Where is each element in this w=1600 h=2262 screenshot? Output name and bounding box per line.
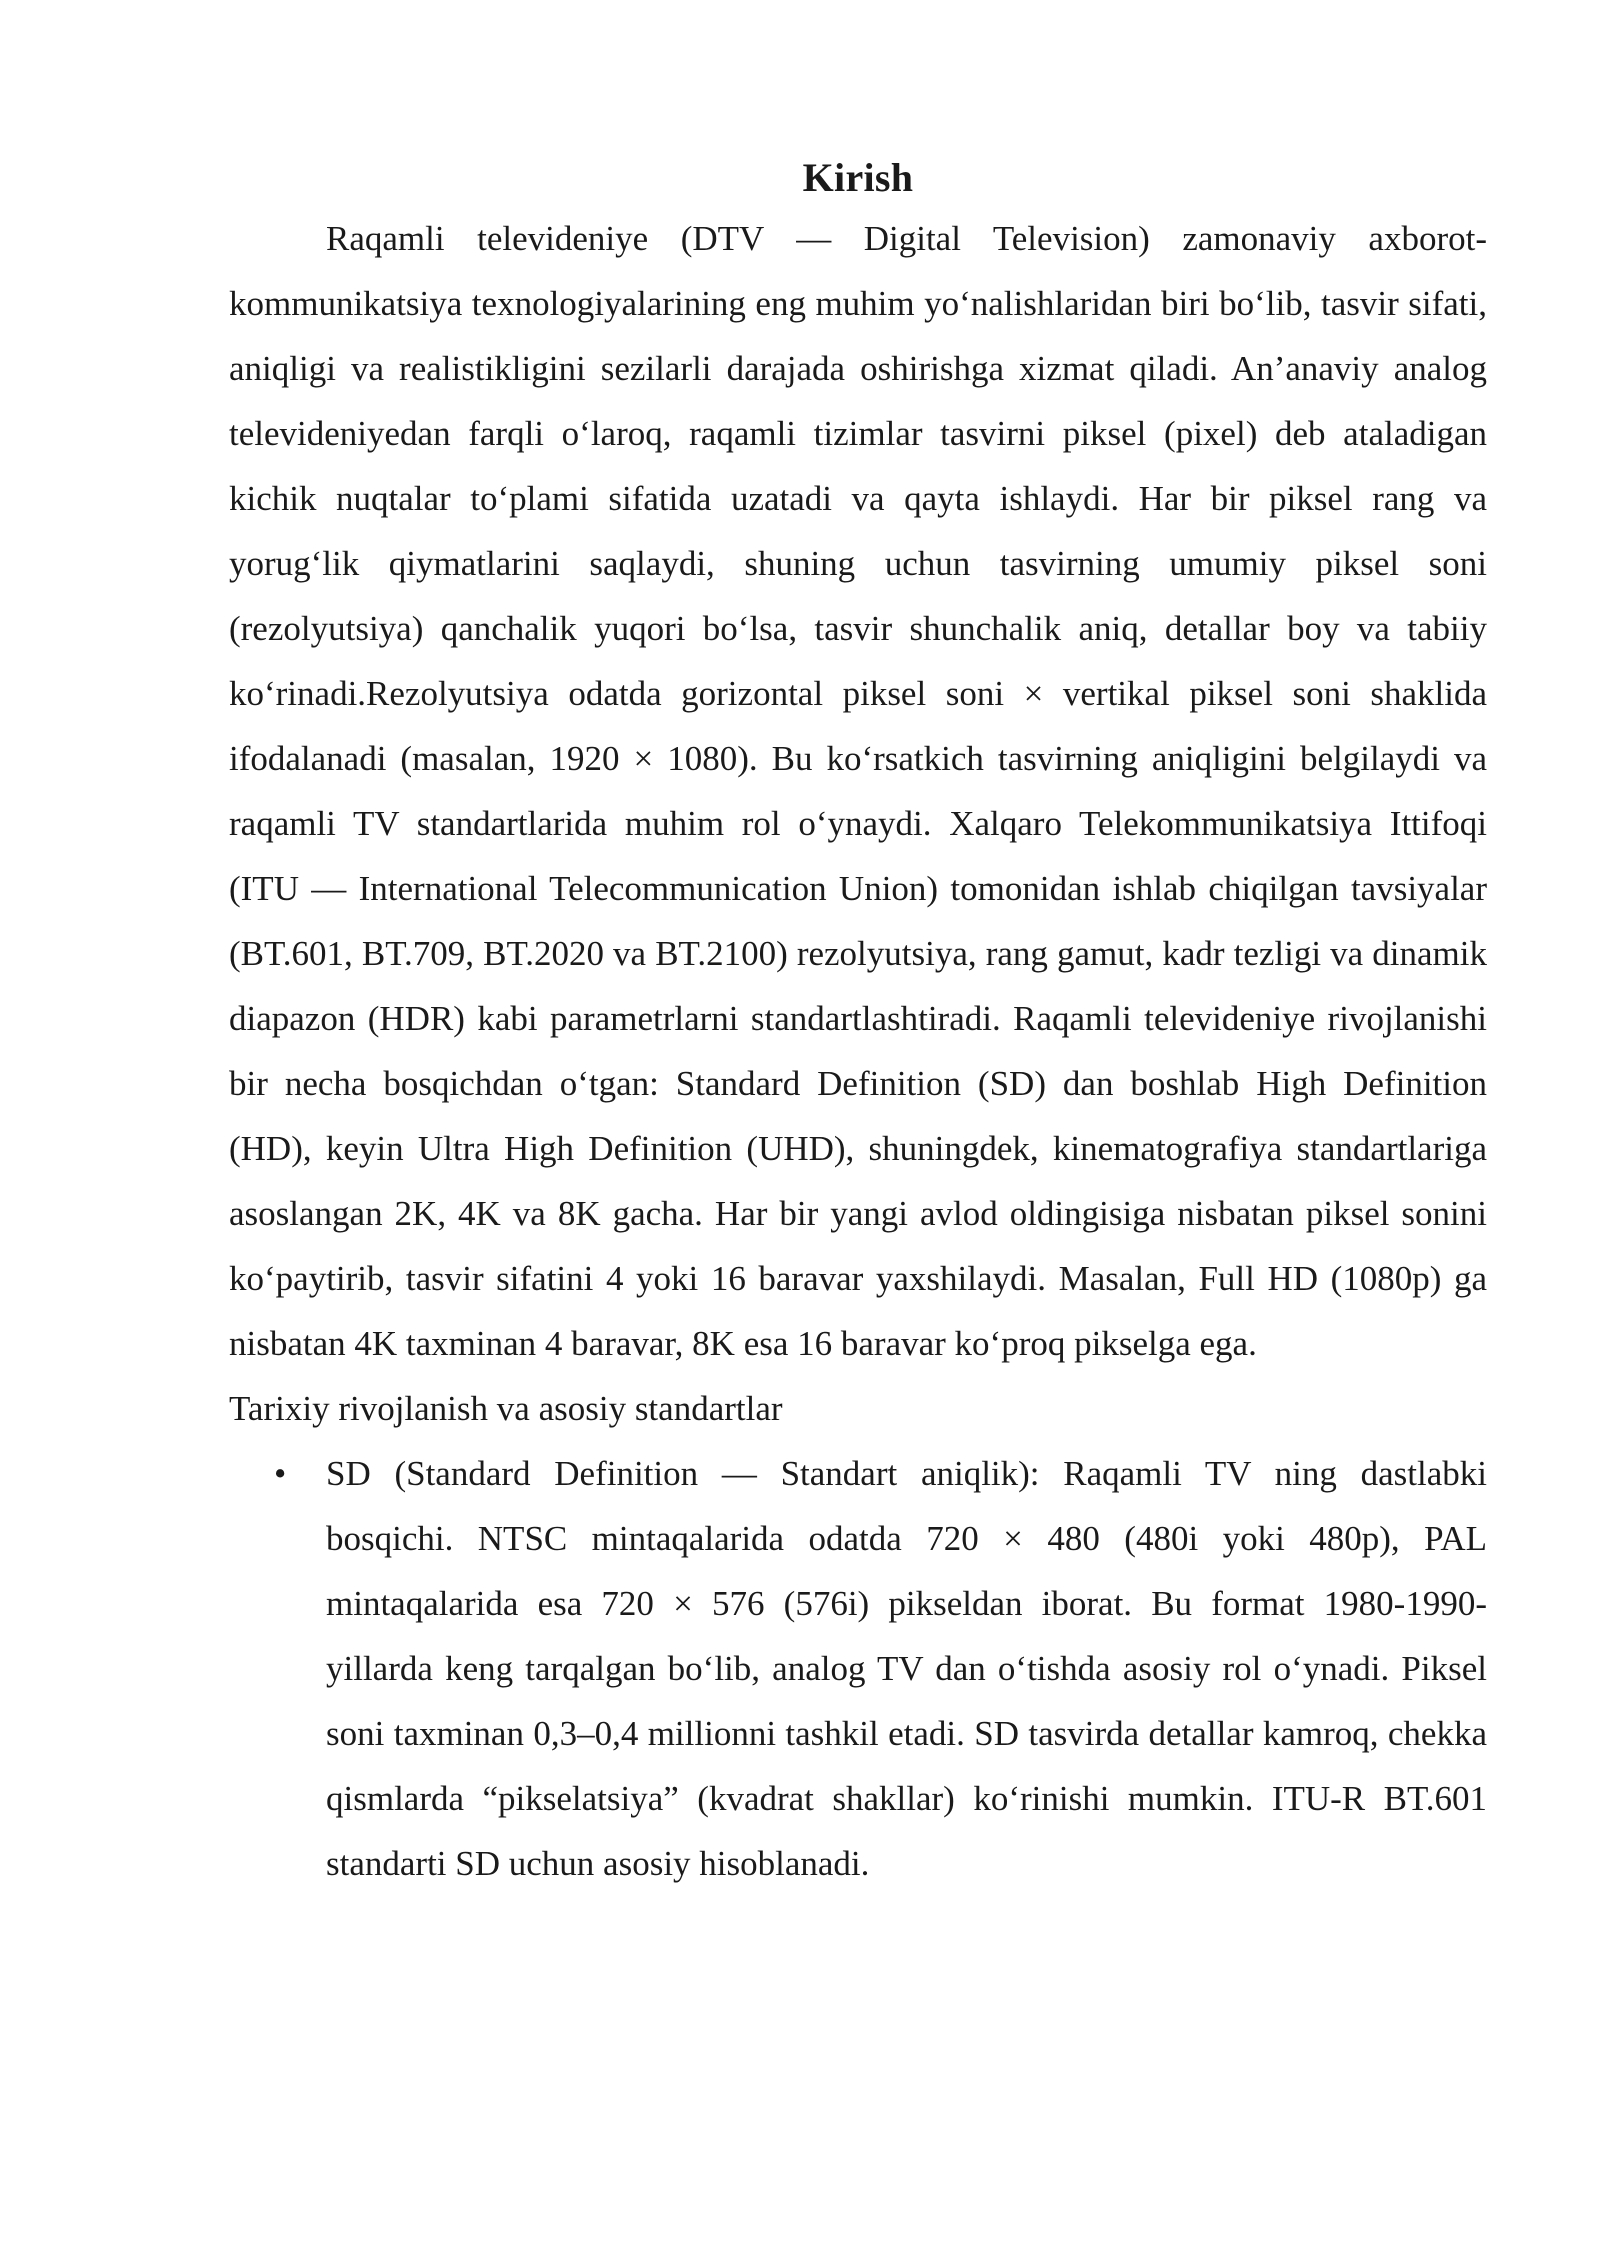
page-title: Kirish xyxy=(802,155,914,200)
standards-bullet-list xyxy=(229,1441,1487,1896)
page-content xyxy=(229,150,1487,1896)
bullet-marker: • xyxy=(274,1454,287,1493)
bullet-text: SD (Standard Definition — Standart aniqlik): Raqamli TV ning dastlabki bosqichi. NTSC mintaqalarida odatda 720 × 480 (480i yoki 480p), PAL mintaqalarida esa 720 × 576 (576i) pikseldan iborat. Bu format 1980-1990-yillarda keng tarqalgan bo‘lib, analog TV dan o‘tishda asosiy rol o‘ynadi. Piksel soni taxminan 0,3–0,4 millionni tashkil etadi. SD tasvirda detallar kamroq, chekka qismlarda “pikselatsiya” (kvadrat shakllar) ko‘rinishi mumkin. ITU-R BT.601 standarti SD uchun asosiy hisoblanadi. xyxy=(326,1454,1487,1883)
section-heading: Tarixiy rivojlanish va asosiy standartlar xyxy=(229,1389,783,1428)
list-item xyxy=(229,1441,1487,1896)
intro-paragraph: Raqamli televideniye (DTV — Digital Television) zamonaviy axborot-kommunikatsiya texnologiyalarining eng muhim yo‘nalishlaridan biri bo‘lib, tasvir sifati, aniqligi va realistikligini sezilarli darajada oshirishga xizmat qiladi. An’anaviy analog televideniyedan farqli o‘laroq, raqamli tizimlar tasvirni piksel (pixel) deb ataladigan kichik nuqtalar to‘plami sifatida uzatadi va qayta ishlaydi. Har bir piksel rang va yorug‘lik qiymatlarini saqlaydi, shuning uchun tasvirning umumiy piksel soni (rezolyutsiya) qanchalik yuqori bo‘lsa, tasvir shunchalik aniq, detallar boy va tabiiy ko‘rinadi.Rezolyutsiya odatda gorizontal piksel soni × vertikal piksel soni shaklida ifodalanadi (masalan, 1920 × 1080). Bu ko‘rsatkich tasvirning aniqligini belgilaydi va raqamli TV standartlarida muhim rol o‘ynaydi. Xalqaro Telekommunikatsiya Ittifoqi (ITU — International Telecommunication Union) tomonidan ishlab chiqilgan tavsiyalar (BT.601, BT.709, BT.2020 va BT.2100) rezolyutsiya, rang gamut, kadr tezligi va dinamik diapazon (HDR) kabi parametrlarni standartlashtiradi. Raqamli televideniye rivojlanishi bir necha bosqichdan o‘tgan: Standard Definition (SD) dan boshlab High Definition (HD), keyin Ultra High Definition (UHD), shuningdek, kinematografiya standartlariga asoslangan 2K, 4K va 8K gacha. Har bir yangi avlod oldingisiga nisbatan piksel sonini ko‘paytirib, tasvir sifatini 4 yoki 16 baravar yaxshilaydi. Masalan, Full HD (1080p) ga nisbatan 4K taxminan 4 baravar, 8K esa 16 baravar ko‘proq pikselga ega. xyxy=(229,219,1487,1363)
